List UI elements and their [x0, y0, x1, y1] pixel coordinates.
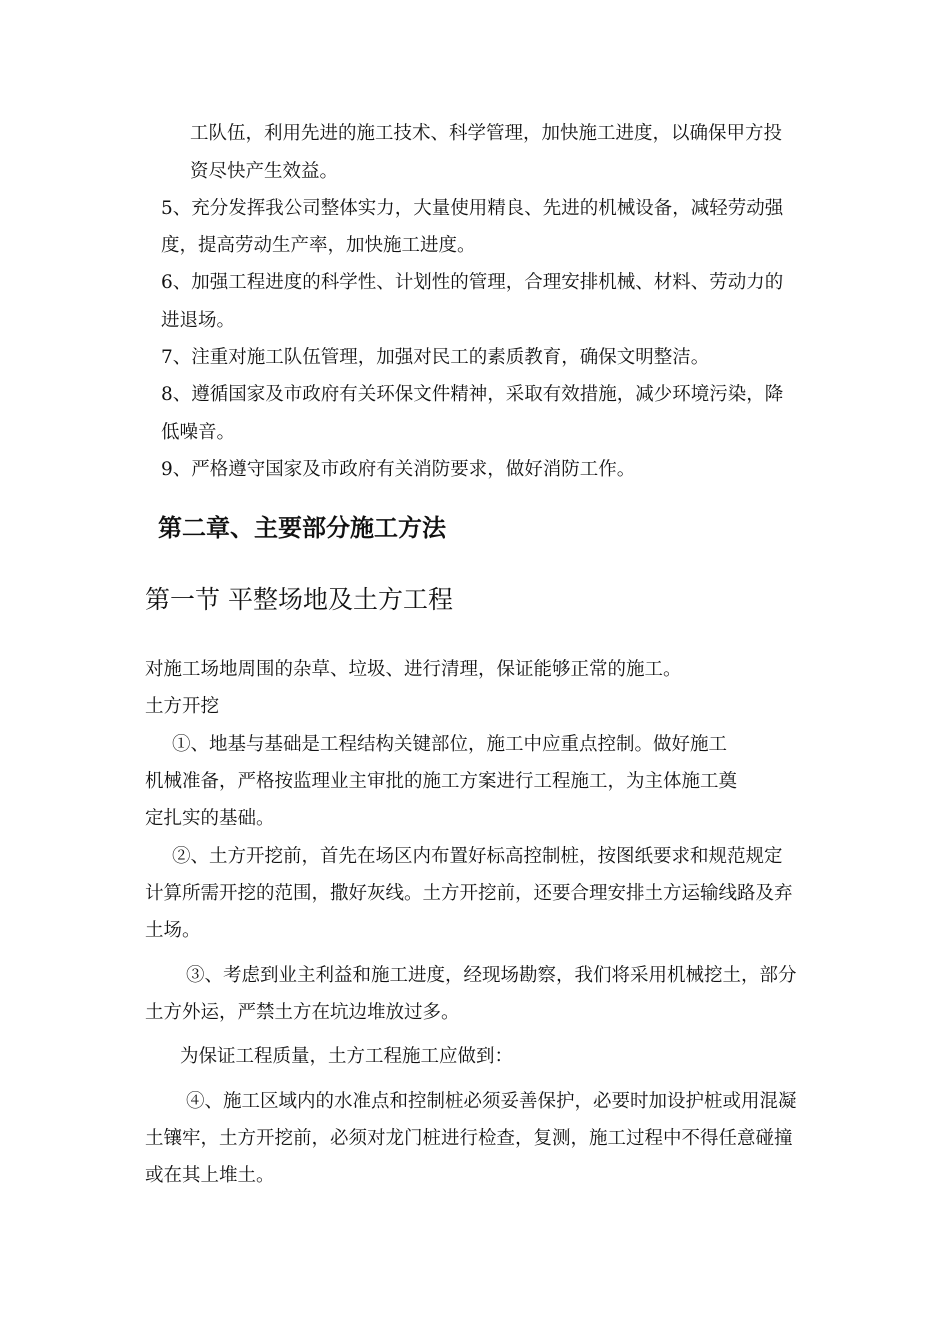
list-item-7-line-1: 7、注重对施工队伍管理，加强对民工的素质教育，确保文明整洁。	[161, 347, 710, 368]
list-item-6-line-1: 6、加强工程进度的科学性、计划性的管理，合理安排机械、材料、劳动力的	[161, 272, 784, 293]
paragraph-3-line-1: ③、考虑到业主利益和施工进度，经现场勘察，我们将采用机械挖土，部分	[186, 965, 797, 986]
paragraph-5-line-1: ④、施工区域内的水准点和控制桩必须妥善保护，必要时加设护桩或用混凝	[186, 1091, 797, 1112]
paragraph-2-line-1: ②、土方开挖前，首先在场区内布置好标高控制桩，按图纸要求和规范规定	[172, 846, 783, 867]
list-item-5-line-2: 度，提高劳动生产率，加快施工进度。	[161, 235, 476, 256]
chapter-title: 第二章、主要部分施工方法	[158, 514, 446, 542]
body-intro: 对施工场地周围的杂草、垃圾、进行清理，保证能够正常的施工。	[145, 659, 682, 680]
subheading-earthwork: 土方开挖	[145, 696, 220, 717]
intro-line-2: 资尽快产生效益。	[190, 161, 339, 182]
list-item-5-line-1: 5、充分发挥我公司整体实力，大量使用精良、先进的机械设备，减轻劳动强	[161, 198, 784, 219]
paragraph-5-line-3: 或在其上堆土。	[145, 1165, 275, 1186]
paragraph-1-line-2: 机械准备，严格按监理业主审批的施工方案进行工程施工，为主体施工奠	[145, 771, 738, 792]
paragraph-5-line-2: 土镶牢，土方开挖前，必须对龙门桩进行检查，复测，施工过程中不得任意碰撞	[145, 1128, 793, 1149]
paragraph-4: 为保证工程质量，土方工程施工应做到：	[180, 1046, 514, 1067]
intro-line-1: 工队伍，利用先进的施工技术、科学管理，加快施工进度，以确保甲方投	[190, 123, 783, 144]
list-item-8-line-1: 8、遵循国家及市政府有关环保文件精神，采取有效措施，减少环境污染，降	[161, 384, 784, 405]
list-item-6-line-2: 进退场。	[161, 310, 236, 331]
paragraph-2-line-3: 土场。	[145, 920, 201, 941]
paragraph-1-line-1: ①、地基与基础是工程结构关键部位，施工中应重点控制。做好施工	[172, 734, 728, 755]
paragraph-2-line-2: 计算所需开挖的范围，撒好灰线。土方开挖前，还要合理安排土方运输线路及弃	[145, 883, 793, 904]
list-item-8-line-2: 低噪音。	[161, 422, 236, 443]
paragraph-3-line-2: 土方外运，严禁土方在坑边堆放过多。	[145, 1002, 460, 1023]
section-title: 第一节 平整场地及土方工程	[145, 585, 453, 614]
paragraph-1-line-3: 定扎实的基础。	[145, 808, 275, 829]
list-item-9-line-1: 9、严格遵守国家及市政府有关消防要求，做好消防工作。	[161, 459, 636, 480]
